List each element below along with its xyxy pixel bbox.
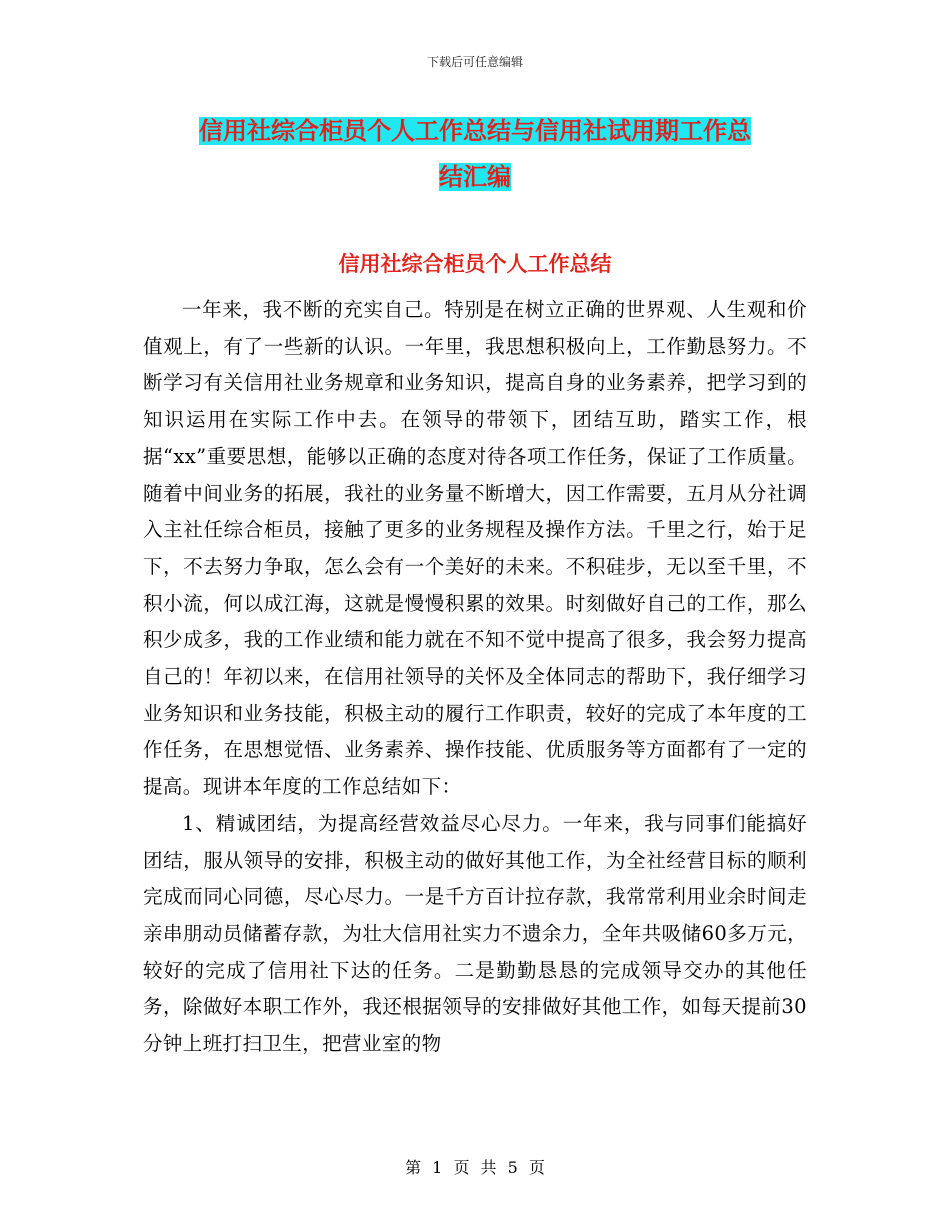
document-title (145, 108, 805, 200)
section-title: 信用社综合柜员个人工作总结 (338, 252, 612, 276)
body-paragraph: 一年来，我不断的充实自己。特别是在树立正确的世界观、人生观和价值观上，有了一些新的认识。一年里，我思想积极向上，工作勤恳努力。不断学习有关信用社业务规章和业务知识，提高自身的业务素养，把学习到的知识运用在实际工作中去。在领导的带领下，团结互助，踏实工作，根据“xx”重要思想，能够以正确的态度对待各项工作任务，保证了工作质量。随着中间业务的拓展，我社的业务量不断增大，因工作需要，五月从分社调入主社任综合柜员，接触了更多的业务规程及操作方法。千里之行，始于足下，不去努力争取，怎么会有一个美好的未来。不积硅步，无以至千里，不积小流，何以成江海，这就是慢慢积累的效果。时刻做好自己的工作，那么积少成多，我的工作业绩和能力就在不知不觉中提高了很多，我会努力提高自己的！年初以来，在信用社领导的关怀及全体同志的帮助下，我仔细学习业务知识和业务技能，积极主动的履行工作职责，较好的完成了本年度的工作任务，在思想觉悟、业务素养、操作技能、优质服务等方面都有了一定的提高。现讲本年度的工作总结如下： (143, 298, 807, 799)
document-body (143, 292, 807, 1063)
document-title-line2: 结汇编 (439, 163, 511, 191)
header-note: 下载后可任意编辑 (426, 55, 523, 69)
page-footer: 第 1 页 共 5 页 (405, 1158, 545, 1177)
body-paragraph: 1、精诚团结，为提高经营效益尽心尽力。一年来，我与同事们能搞好团结，服从领导的安排，积极主动的做好其他工作，为全社经营目标的顺利完成而同心同德，尽心尽力。一是千方百计拉存款，我常常利用业余时间走亲串朋动员储蓄存款，为壮大信用社实力不遗余力，全年共吸储60多万元，较好的完成了信用社下达的任务。二是勤勤恳恳的完成领导交办的其他任务，除做好本职工作外，我还根据领导的安排做好其他工作，如每天提前30分钟上班打扫卫生，把营业室的物 (143, 811, 807, 1056)
document-title-line1: 信用社综合柜员个人工作总结与信用社试用期工作总 (199, 117, 751, 145)
